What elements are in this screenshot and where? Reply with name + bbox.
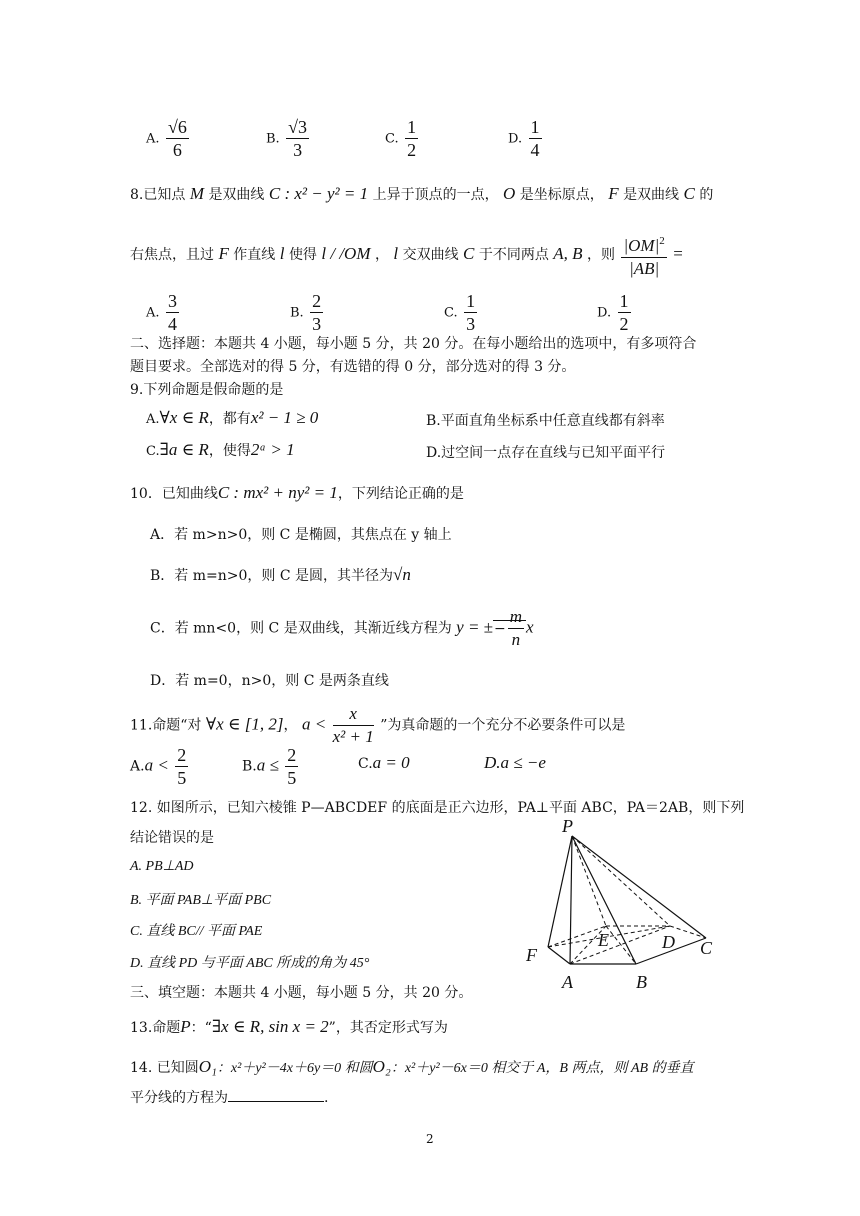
option-label: A.: [146, 131, 160, 147]
q7-option-d: [508, 116, 544, 161]
fraction: $\frac{1}{4}$: [530, 117, 540, 160]
q14-line1: 14. 已知圆O₁：x²＋y²－4x＋6y＝0 和圆O₂：x²＋y²－6x＝0 相交于 A，B 两点，则 AB 的垂直: [130, 1057, 694, 1076]
option-label: C.: [385, 131, 399, 147]
section2-heading-line2: 题目要求。全部选对的得 5 分，有选错的得 0 分，部分选对的得 3 分。: [130, 359, 576, 375]
q10-option-b: B．若 m=n>0，则 C 是圆，其半径为√n: [150, 565, 411, 584]
answer-blank[interactable]: [228, 1087, 324, 1102]
edge-dc: [670, 926, 706, 938]
q7-option-c: [385, 116, 420, 161]
page-number: 2: [426, 1132, 434, 1146]
q11-option-b: B.a ≤ $\frac{2}{5}$: [242, 745, 297, 788]
sqrt-n: √n: [393, 565, 411, 584]
edge-fa: [548, 947, 570, 964]
label-f: F: [526, 945, 537, 965]
fraction-om-ab: $\frac{|OM|^2}{|AB|}$: [621, 230, 666, 280]
label-b: B: [636, 972, 647, 992]
q13: 13.命题P：“∃x ∈ R, sin x = 2”，其否定形式写为: [130, 1017, 448, 1036]
label-d: D: [662, 932, 675, 952]
edge-pc: [572, 836, 706, 938]
q12-option-c: C. 直线 BC// 平面 PAE: [130, 924, 263, 939]
q11-stem: 11.命题“对 ∀x ∈ [1, 2]， a < $\frac{x}{\text{x² + 1}}$ ”为真命题的一个充分不必要条件可以是: [130, 704, 626, 746]
option-label: D.: [508, 131, 523, 147]
fraction: $\frac{√3}{3}$: [288, 117, 308, 160]
edge-pf: [548, 836, 572, 947]
q7-option-b: [266, 116, 311, 161]
q9-option-a: A.∀x ∈ R，都有x² − 1 ≥ 0: [146, 408, 319, 427]
fraction: $\frac{2}{3}$: [312, 291, 322, 334]
q8-option-a: A. $\frac{3}{4}$: [146, 291, 177, 334]
edge-pd: [572, 836, 670, 926]
q11-option-c: C.a = 0: [358, 753, 410, 772]
q9-option-d: D.过空间一点存在直线与已知平面平行: [426, 445, 666, 461]
section2-heading-line1: 二、选择题：本题共 4 小题，每小题 5 分，共 20 分。在每小题给出的选项中，有多项符合: [130, 336, 697, 352]
q10-stem: 10．已知曲线C : mx² + ny² = 1，下列结论正确的是: [130, 483, 464, 502]
q10-option-d: D．若 m=0，n>0，则 C 是两条直线: [150, 673, 389, 689]
q8-option-c: C. $\frac{1}{3}$: [444, 291, 476, 334]
fraction: $\frac{3}{4}$: [167, 291, 177, 334]
edge-fd: [548, 926, 670, 947]
q12-stem-line1: 12. 如图所示，已知六棱锥 P—ABCDEF 的底面是正六边形，PA⊥平面 ABC，PA＝2AB，则下列: [130, 800, 745, 816]
q12-stem-line2: 结论错误的是: [130, 830, 214, 846]
q8-line2: 右焦点，且过 F 作直线 l 使得 l / /OM ， l 交双曲线 C 于不同两点 A, B ，则 $\frac{|OM|^2}{|AB|}$ =: [130, 230, 683, 280]
q8-line1: 8.已知点 M 是双曲线 C : x² − y² = 1 上异于顶点的一点， O 是坐标原点， F 是双曲线 C 的: [130, 184, 714, 203]
q11-option-d: D.a ≤ −e: [484, 753, 546, 772]
fraction: $\frac{1}{2}$: [619, 291, 629, 334]
q9-option-c: C.∃a ∈ R，使得2ᵃ > 1: [146, 440, 295, 459]
q10-option-c: C．若 mn<0，则 C 是双曲线，其渐近线方程为 y = ±− $\frac{m}{n}$ x: [150, 607, 534, 649]
edge-eb: [606, 926, 636, 964]
fraction: $\frac{√6}{6}$: [167, 117, 187, 160]
q9-stem: 9.下列命题是假命题的是: [130, 382, 284, 398]
q10-option-a: A．若 m>n>0，则 C 是椭圆，其焦点在 y 轴上: [150, 527, 452, 543]
q9-option-b: B.平面直角坐标系中任意直线都有斜率: [426, 413, 665, 429]
q7-option-a: [146, 116, 191, 161]
label-e: E: [598, 930, 609, 950]
q8-option-d: D. $\frac{1}{2}$: [597, 291, 629, 334]
label-p: P: [562, 816, 573, 836]
q12-option-a: A. PB⊥AD: [130, 859, 194, 874]
q11-option-a: A.a < $\frac{2}{5}$: [130, 745, 187, 788]
pyramid-figure: [520, 814, 740, 994]
label-a: A: [562, 972, 573, 992]
q12-option-b: B. 平面 PAB⊥平面 PBC: [130, 893, 272, 908]
q14-line2: 平分线的方程为 .: [130, 1087, 328, 1107]
edge-pa: [570, 836, 572, 964]
q8-option-b: B. $\frac{2}{3}$: [290, 291, 322, 334]
option-label: B.: [266, 131, 280, 147]
label-c: C: [700, 938, 713, 958]
fraction: $\frac{1}{3}$: [466, 291, 476, 334]
fraction: $\frac{1}{2}$: [407, 117, 417, 160]
sqrt-fraction: − $\frac{m}{n}$: [493, 620, 526, 637]
q12-option-d: D. 直线 PD 与平面 ABC 所成的角为 45°: [130, 956, 370, 971]
section3-heading: 三、填空题：本题共 4 小题，每小题 5 分，共 20 分。: [130, 985, 473, 1001]
